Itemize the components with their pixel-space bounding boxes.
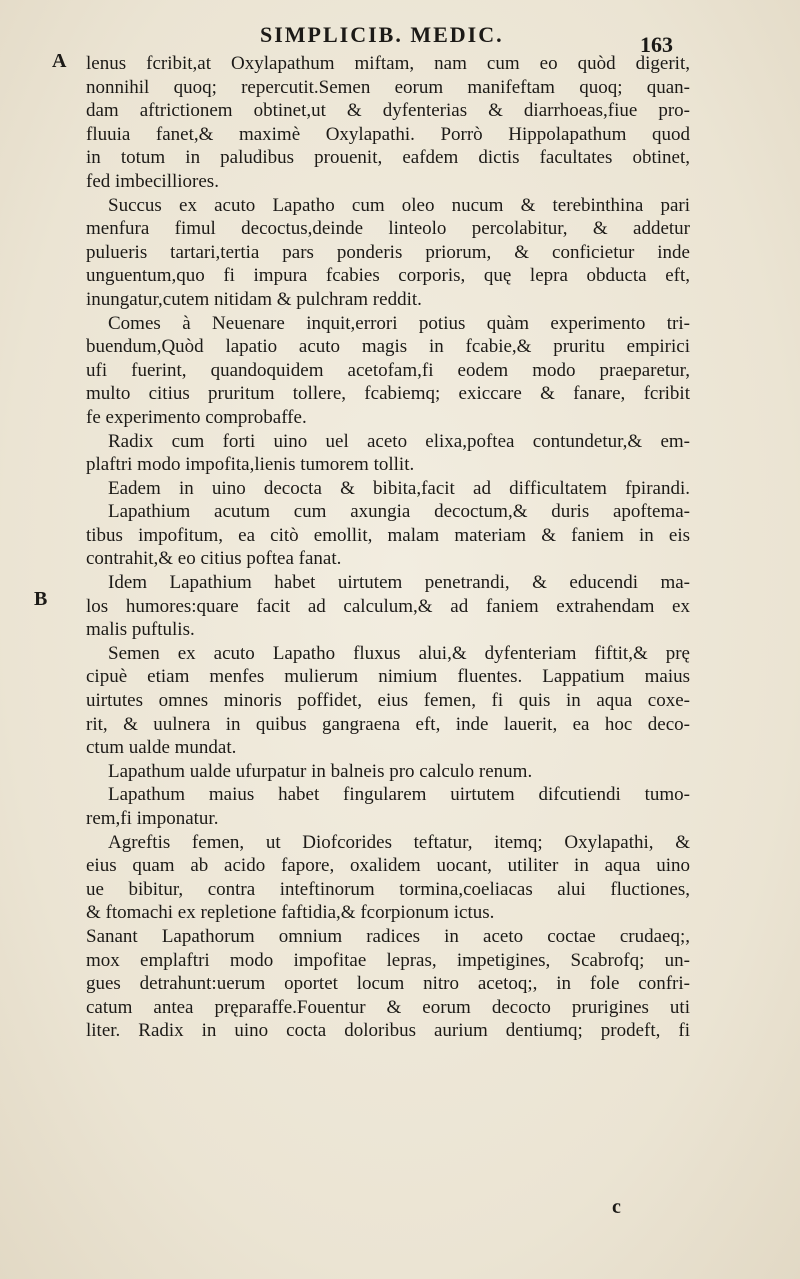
text-line: Succus ex acuto Lapatho cum oleo nucum & terebinthina pari: [108, 194, 690, 216]
body-text: [86, 52, 690, 1043]
text-line: gues detrahunt:uerum oportet locum nitro acetoq;, in fole confri-: [86, 973, 690, 995]
text-line: Eadem in uino decocta & bibita,facit ad difficultatem fpirandi.: [108, 477, 690, 499]
text-line: contrahit,& eo citius poftea fanat.: [86, 548, 342, 570]
text-line: rit, & uulnera in quibus gangraena eft, inde lauerit, ea hoc deco-: [86, 713, 690, 735]
margin-letter-b: B: [34, 588, 48, 610]
text-line: buendum,Quòd lapatio acuto magis in fcabie,& pruritu empirici: [86, 336, 690, 358]
running-head: SIMPLICIB. MEDIC.: [260, 22, 504, 47]
text-line: eius quam ab acido fapore, oxalidem uocant, utiliter in aqua uino: [86, 855, 690, 877]
text-line: nonnihil quoq; repercutit.Semen eorum manifeftam quoq; quan-: [86, 76, 690, 98]
text-line: ufi fuerint, quandoquidem acetofam,fi eodem modo praeparetur,: [86, 359, 690, 381]
text-line: Lapathum ualde ufurpatur in balneis pro calculo renum.: [108, 760, 533, 782]
text-line: multo citius pruritum tollere, fcabiemq; exiccare & fanare, fcribit: [86, 383, 690, 405]
text-line: in totum in paludibus prouenit, eafdem dictis facultates obtinet,: [86, 147, 690, 169]
text-line: lenus fcribit,at Oxylapathum miftam, nam cum eo quòd digerit,: [86, 53, 690, 74]
text-line: Radix cum forti uino uel aceto elixa,poftea contundetur,& em-: [108, 430, 690, 452]
text-line: malis puftulis.: [86, 619, 195, 641]
text-line: ctum ualde mundat.: [86, 737, 237, 759]
text-line: ue bibitur, contra inteftinorum tormina,coeliacas alui fluctiones,: [86, 878, 690, 900]
text-line: inungatur,cutem nitidam & pulchram reddit.: [86, 288, 422, 310]
text-line: Lapathum maius habet fingularem uirtutem difcutiendi tumo-: [108, 784, 690, 806]
text-line: menfura fimul decoctus,deinde linteolo percolabitur, & addetur: [86, 218, 690, 240]
text-line: & ftomachi ex repletione faftidia,& fcorpionum ictus.: [86, 902, 495, 924]
text-line: unguentum,quo fi impura fcabies corporis, quę lepra obducta eft,: [86, 265, 690, 287]
text-line: los humores:quare facit ad calculum,& ad faniem extrahendam ex: [86, 595, 690, 617]
text-line: Sanant Lapathorum omnium radices in aceto coctae crudaeq;,: [86, 925, 690, 947]
text-line: pulueris tartari,tertia pars ponderis priorum, & conficietur inde: [86, 241, 690, 263]
text-line: mox emplaftri modo impofitae lepras, impetigines, Scabrofq; un-: [86, 949, 690, 971]
text-line: dam aftrictionem obtinet,ut & dyfenterias & diarrhoeas,fiue pro-: [86, 100, 690, 122]
text-line: catum antea pręparaffe.Fouentur & eorum decocto prurigines uti: [86, 996, 690, 1018]
text-line: fe experimento comprobaffe.: [86, 406, 307, 428]
text-line: Lapathium acutum cum axungia decoctum,& duris apoftema-: [108, 501, 690, 523]
text-line: rem,fi imponatur.: [86, 808, 219, 829]
text-line: fed imbecilliores.: [86, 170, 219, 192]
text-line: Comes à Neuenare inquit,errori potius quàm experimento tri-: [108, 312, 690, 334]
text-line: fluuia fanet,& maximè Oxylapathi. Porrò Hippolapathum quod: [86, 123, 690, 145]
text-line: tibus impofitum, ea citò emollit, malam materiam & faniem in eis: [86, 524, 690, 546]
text-line: Idem Lapathium habet uirtutem penetrandi, & educendi ma-: [108, 572, 690, 594]
text-line: liter. Radix in uino cocta doloribus aurium dentiumq; prodeft, fi: [86, 1020, 690, 1042]
text-line: uirtutes omnes minoris poffidet, eius femen, fi quis in aqua coxe-: [86, 690, 690, 712]
text-line: Semen ex acuto Lapatho fluxus alui,& dyfenteriam fiftit,& prę: [108, 642, 690, 664]
text-line: cipuè etiam menfes mulierum nimium fluentes. Lappatium maius: [86, 666, 690, 688]
text-line: plaftri modo impofita,lienis tumorem tollit.: [86, 454, 415, 476]
margin-letter-a: A: [52, 50, 67, 72]
signature-mark: c: [612, 1196, 621, 1218]
page-number: 163: [640, 32, 673, 57]
text-line: Agreftis femen, ut Diofcorides teftatur, itemq; Oxylapathi, &: [108, 831, 690, 853]
